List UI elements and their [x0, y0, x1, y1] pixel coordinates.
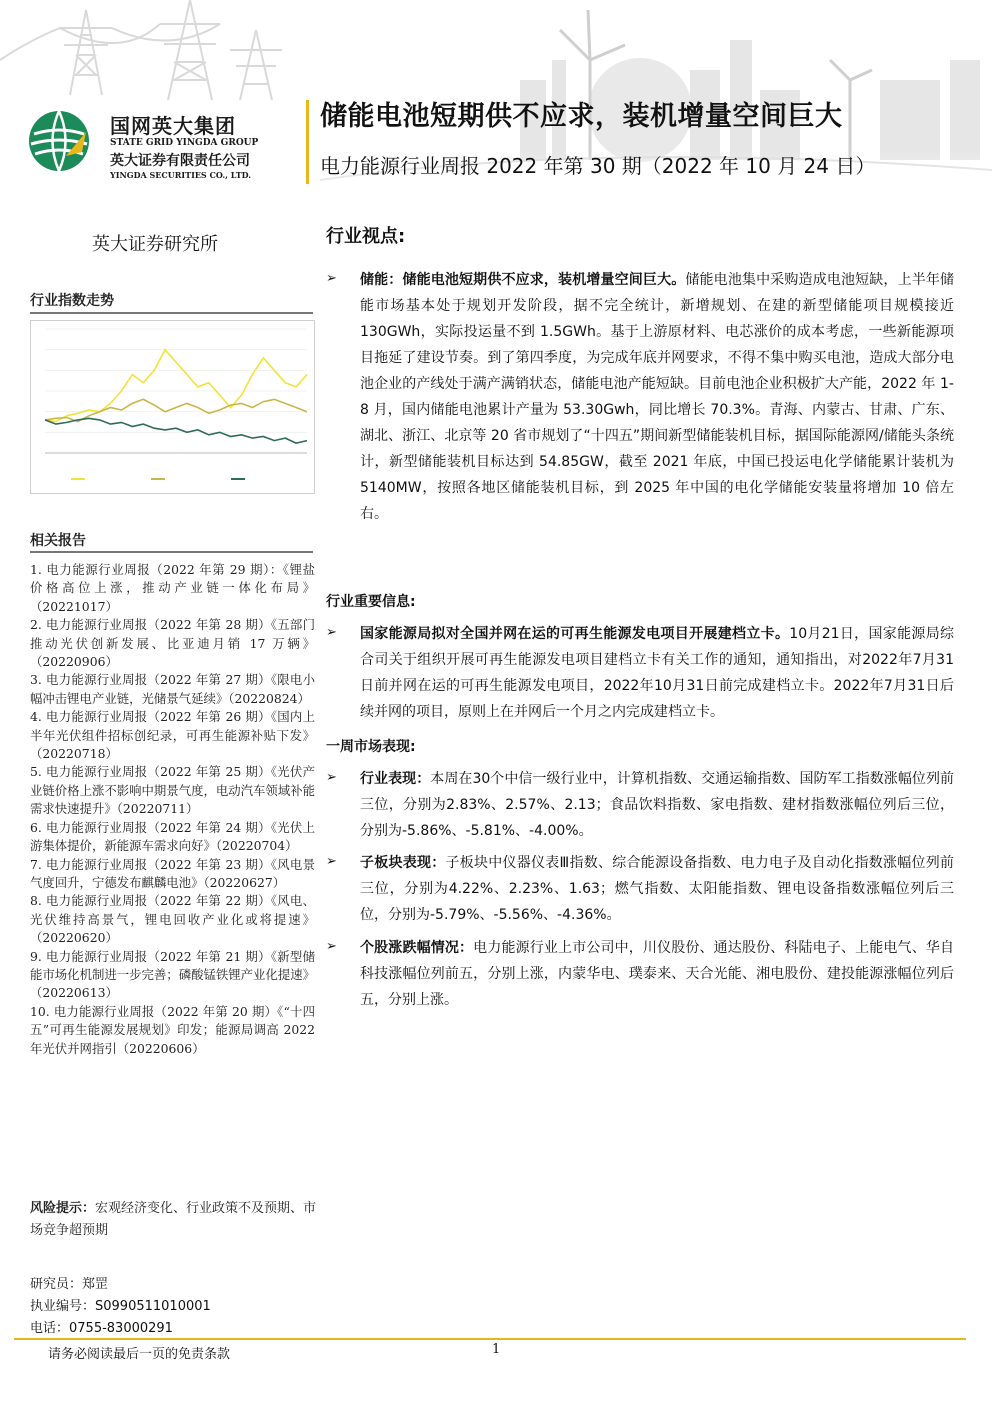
bullet-arrow-icon: ➢ [326, 271, 337, 286]
report-item[interactable]: 4. 电力能源行业周报（2022 年第 26 期）《国内上半年光伏组件招标创纪录，可再生能源补贴下发》（20220718） [30, 709, 315, 762]
disclaimer-note: 请务必阅读最后一页的免责条款 [48, 1347, 231, 1362]
company-logo [26, 104, 296, 184]
report-title: 储能电池短期供不应求，装机增量空间巨大 [320, 101, 843, 132]
bullet-arrow-icon: ➢ [326, 770, 337, 785]
report-item[interactable]: 6. 电力能源行业周报（2022 年第 24 期）《光伏上游集体提价，新能源车需求向好》（20220704） [30, 819, 315, 854]
bullet-arrow-icon: ➢ [326, 854, 337, 869]
market-text: 电力能源行业上市公司中，川仪股份、通达股份、科陆电子、上能电气、华自科技涨幅位列前五，分别上涨，内蒙华电、璞泰来、天合光能、湘电股份、建投能源涨幅位列后五，分别上涨。 [360, 940, 954, 1008]
report-item[interactable]: 1. 电力能源行业周报（2022 年第 29 期）：《锂盐价格高位上涨，推动产业链一体化布局》（20221017） [30, 562, 315, 614]
view-text: 储能电池集中采购造成电池短缺，上半年储能市场基本处于规划开发阶段，据不完全统计，新增规划、在建的新型储能项目规模接近 130GWh，实际投运量不到 1.5GWh。基于上游原材料、电芯涨价的成本考虑，一些新能源项目拖延了建设节奏。到了第四季度，为完成年底并网要求，不得不集中购买电池，造成大部分电池企业的产线处于满产满销状态，储能电池产能短缺。目前电池企业积极扩大产能，2022 年 1-8 月，国内储能电池累计产量为 53.30Gwh，同比增长 70.3%。青海、内蒙古、甘肃、广东、湖北、浙江、北京等 20 省市规划了“十四五”期间新型储能装机目标，据国际能源网/储能头条统计，新型储能装机目标达到 54.85GW，截至 2021 年底，中国已投运电化学储能累计装机为 5140MW，按照各地区储能装机目标，到 2025 年中国的电化学储能安装量将增加 10 倍左右。 [360, 272, 955, 522]
report-item[interactable]: 7. 电力能源行业周报（2022 年第 23 期）《风电景气度回升，宁德发布麒麟电池》（20220627） [30, 856, 315, 890]
market-label: 行业表现： [360, 771, 431, 787]
report-item[interactable]: 8. 电力能源行业周报（2022 年第 22 期）《风电、光伏维持高景气，锂电回收产业化或将提速》（20220620） [30, 893, 315, 946]
market-label: 子板块表现： [360, 855, 446, 871]
news-bold: 国家能源局拟对全国并网在运的可再生能源发电项目开展建档立卡。 [360, 626, 790, 642]
report-item[interactable]: 10. 电力能源行业周报（2022 年第 20 期）《“十四五”可再生能源发展规划》印发；能源局调高 2022 年光伏并网指引（20220606） [30, 1003, 315, 1056]
industry-view-heading: 行业视点: [326, 226, 406, 247]
page-number: 1 [492, 1342, 501, 1357]
news-text: 10月21日，国家能源局综合司关于组织开展可再生能源发电项目建档立卡有关工作的通知，通知指出，对2022年7月31日前并网在运的可再生能源发电项目，2022年10月31日前完成建档立卡。2022年7月31日后续并网的项目，原则上在并网后一个月之内完成建档立卡。 [360, 626, 954, 720]
institute-name: 英大证券研究所 [92, 234, 218, 255]
chart-series-line-1 [45, 350, 307, 422]
analyst-phone: 电话：0755-83000291 [30, 1321, 173, 1336]
report-subtitle: 电力能源行业周报 2022 年第 30 期（2022 年 10 月 24 日） [320, 154, 876, 178]
risk-warning [30, 1198, 318, 1242]
globe-logo-icon [26, 108, 92, 174]
bullet-arrow-icon: ➢ [326, 939, 337, 954]
report-item[interactable]: 5. 电力能源行业周报（2022 年第 25 期）《光伏产业链价格上涨不影响中期景气度，电动汽车领域补能需求快速提升》（20220711） [30, 764, 315, 817]
related-reports-rule [30, 551, 313, 553]
report-item[interactable]: 2. 电力能源行业周报（2022 年第 28 期）《五部门推动光伏创新发展、比亚迪月销 17 万辆》（20220906） [30, 617, 315, 670]
bullet-arrow-icon: ➢ [326, 625, 337, 640]
risk-label: 风险提示： [30, 1201, 96, 1216]
market-heading: 一周市场表现: [326, 739, 416, 755]
footer-rule [14, 1338, 966, 1340]
chart-series-line-3 [45, 418, 307, 443]
logo-group-name: 国网英大集团 [110, 114, 236, 138]
market-text: 子板块中仪器仪表Ⅲ指数、综合能源设备指数、电力电子及自动化指数涨幅位列前三位，分别为4.22%、2.23%、1.63；燃气指数、太阳能指数、锂电设备指数涨幅位列后三位，分别为-5.79%、-5.56%、-4.36%。 [360, 855, 954, 923]
market-text: 本周在30个中信一级行业中，计算机指数、交通运输指数、国防军工指数涨幅位列前三位，分别为2.83%、2.57%、2.13；食品饮料指数、家电指数、建材指数涨幅位列后三位，分别为-5.86%、-5.81%、-4.00%。 [360, 771, 955, 839]
logo-group-name-en: STATE GRID YINGDA GROUP [110, 138, 259, 148]
header-divider [306, 100, 309, 184]
index-trend-heading: 行业指数走势 [30, 293, 114, 309]
industry-index-chart [30, 320, 315, 494]
analyst-name: 研究员：郑罡 [30, 1277, 109, 1292]
logo-company-name: 英大证券有限责任公司 [110, 153, 250, 169]
index-trend-rule [30, 312, 313, 314]
analyst-info [30, 1274, 211, 1340]
related-reports-list [30, 561, 315, 1058]
risk-text: 宏观经济变化、行业政策不及预期、市场竞争超预期 [30, 1201, 317, 1238]
market-label: 个股涨跌幅情况： [360, 940, 474, 956]
analyst-cert: 执业编号：S0990511010001 [30, 1299, 211, 1314]
view-bold: 储能：储能电池短期供不应求，装机增量空间巨大。 [360, 272, 686, 288]
logo-company-name-en: YINGDA SECURITIES CO., LTD. [110, 170, 252, 180]
related-reports-heading: 相关报告 [30, 533, 86, 549]
index-chart-svg [31, 321, 314, 493]
industry-news-heading: 行业重要信息: [326, 594, 416, 610]
report-item[interactable]: 9. 电力能源行业周报（2022 年第 21 期）《新型储能市场化机制进一步完善；磷酸锰铁锂产业化提速》（20220613） [30, 948, 315, 1001]
report-item[interactable]: 3. 电力能源行业周报（2022 年第 27 期）《限电小幅冲击锂电产业链，光储景气延续》（20220824） [30, 672, 315, 706]
